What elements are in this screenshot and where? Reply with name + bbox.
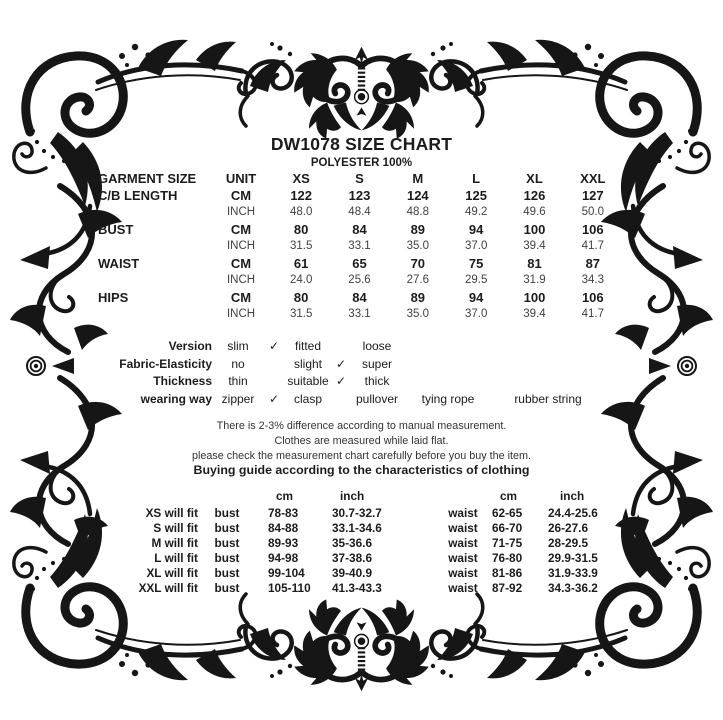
measurement-row xyxy=(98,255,622,272)
column-header-s: S xyxy=(355,171,364,186)
fit-range-inch: 37-38.6 xyxy=(332,551,373,565)
attribute-option xyxy=(492,338,604,356)
measurement-value: 125 xyxy=(465,188,487,203)
measurement-value: 49.6 xyxy=(523,206,546,218)
measurement-value: 39.4 xyxy=(523,240,546,252)
fit-range-inch: 41.3-43.3 xyxy=(332,581,382,595)
attribute-label: wearing way xyxy=(140,391,212,406)
note-line: There is 2-3% difference according to manual measurement. xyxy=(216,420,507,432)
measurement-value: 100 xyxy=(523,290,546,305)
attribute-option: slight xyxy=(293,356,322,371)
fit-range-inch: 29.9-31.5 xyxy=(548,551,598,565)
measurement-label xyxy=(98,204,210,221)
check-icon: ✓ xyxy=(268,391,280,406)
fit-range-inch: 24.4-25.6 xyxy=(548,506,598,520)
body-part-label: bust xyxy=(214,581,240,595)
body-part-label: waist xyxy=(448,521,478,535)
fit-range-cm: 71-75 xyxy=(492,536,523,550)
attribute-option: thick xyxy=(364,374,390,389)
fit-range-inch: 33.1-34.6 xyxy=(332,521,382,535)
measurement-label: HIPS xyxy=(98,290,129,305)
fit-range-cm: 76-80 xyxy=(492,551,523,565)
column-header-xxl: XXL xyxy=(580,171,606,186)
attribute-option: zipper xyxy=(221,391,255,406)
measurement-label xyxy=(98,272,210,289)
measurement-label xyxy=(98,238,210,255)
buying-guide-row xyxy=(98,536,642,551)
attribute-option: rubber string xyxy=(514,391,582,406)
measurement-unit: CM xyxy=(230,256,252,271)
attribute-option: loose xyxy=(362,339,392,353)
fit-range-cm: 87-92 xyxy=(492,581,523,595)
measurement-row xyxy=(98,187,622,204)
measurement-row xyxy=(98,204,622,221)
body-part-label: waist xyxy=(448,506,478,520)
measurement-unit: CM xyxy=(230,290,252,305)
fit-size-label: S will fit xyxy=(153,521,198,535)
measurement-table-header xyxy=(98,170,622,187)
measurement-value: 31.5 xyxy=(289,240,313,252)
measurement-value: 65 xyxy=(352,256,367,271)
measurement-value: 89 xyxy=(410,222,426,237)
fit-size-label: L will fit xyxy=(154,551,198,565)
measurement-value: 27.6 xyxy=(406,274,430,286)
measurement-value: 122 xyxy=(290,188,313,203)
measurement-label: C/B LENGTH xyxy=(98,188,178,203)
note-line: please check the measurement chart carefully before you buy the item. xyxy=(191,450,532,462)
fit-range-inch: 31.9-33.9 xyxy=(548,566,598,580)
attribute-option: suitable xyxy=(287,374,329,389)
measurement-value: 37.0 xyxy=(464,240,488,252)
measurement-value: 37.0 xyxy=(464,308,488,320)
fit-range-cm: 62-65 xyxy=(492,506,523,520)
measurement-value: 33.1 xyxy=(348,308,371,320)
attribute-label: Fabric-Elasticity xyxy=(119,356,212,371)
fit-range-inch: 35-36.6 xyxy=(332,536,373,550)
measurement-value: 35.0 xyxy=(406,240,430,252)
measurement-value: 81 xyxy=(527,256,542,271)
fit-size-label: M will fit xyxy=(151,536,198,550)
measurement-value: 39.4 xyxy=(523,308,546,320)
measurement-value: 87 xyxy=(585,256,601,271)
measurement-notes xyxy=(0,419,723,464)
measurement-value: 94 xyxy=(468,222,484,237)
measurement-label: WAIST xyxy=(98,256,140,271)
fit-size-label: XL will fit xyxy=(146,566,198,580)
measurement-row xyxy=(98,221,622,238)
measurement-unit: CM xyxy=(230,222,252,237)
measurement-unit: INCH xyxy=(226,308,256,320)
measurement-value: 33.1 xyxy=(348,240,371,252)
measurement-row xyxy=(98,289,622,306)
fit-size-label: XS will fit xyxy=(145,506,198,520)
measurement-value: 100 xyxy=(523,222,546,237)
attribute-label: Version xyxy=(168,339,212,353)
measurement-value: 84 xyxy=(352,222,367,237)
buying-guide-table xyxy=(98,489,642,596)
measurement-value: 126 xyxy=(523,188,546,203)
measurement-value: 61 xyxy=(293,256,309,271)
check-icon xyxy=(332,391,350,409)
attributes-table xyxy=(98,338,622,408)
column-header-unit: UNIT xyxy=(225,171,257,186)
measurement-value: 80 xyxy=(293,290,309,305)
column-header-cm: cm xyxy=(500,489,518,503)
measurement-row xyxy=(98,238,622,255)
body-part-label: waist xyxy=(448,581,478,595)
attribute-row xyxy=(98,356,622,374)
measurement-value: 50.0 xyxy=(581,206,604,218)
fit-range-inch: 39-40.9 xyxy=(332,566,373,580)
column-header-m: M xyxy=(412,171,424,186)
buying-guide-row xyxy=(98,521,642,536)
note-line: Clothes are measured while laid flat. xyxy=(274,435,449,447)
measurement-value: 41.7 xyxy=(581,240,604,252)
measurement-value: 80 xyxy=(293,222,309,237)
fit-size-label: XXL will fit xyxy=(138,581,198,595)
body-part-label: bust xyxy=(214,551,240,565)
measurement-value: 35.0 xyxy=(406,308,430,320)
measurement-value: 25.6 xyxy=(348,274,371,286)
spacer-cell xyxy=(98,489,198,503)
measurement-unit: INCH xyxy=(226,206,256,218)
page-title: DW1078 SIZE CHART xyxy=(270,134,453,154)
buying-guide-row xyxy=(98,506,642,521)
measurement-value: 31.9 xyxy=(523,274,546,286)
fit-range-cm: 66-70 xyxy=(492,521,523,535)
check-icon xyxy=(332,338,350,356)
attribute-option xyxy=(404,356,492,374)
attribute-row xyxy=(98,391,622,409)
check-icon: ✓ xyxy=(335,374,347,389)
body-part-label: waist xyxy=(448,536,478,550)
body-part-label: bust xyxy=(214,566,240,580)
measurement-value: 31.5 xyxy=(289,308,313,320)
attribute-option: fitted xyxy=(294,339,321,353)
body-part-label: waist xyxy=(448,566,478,580)
fit-range-inch: 28-29.5 xyxy=(548,536,589,550)
buying-guide-row xyxy=(98,551,642,566)
measurement-value: 41.7 xyxy=(581,308,604,320)
measurement-value: 70 xyxy=(410,256,426,271)
attribute-option: pullover xyxy=(355,391,399,406)
fit-range-inch: 34.3-36.2 xyxy=(548,581,598,595)
measurement-row xyxy=(98,272,622,289)
attribute-option xyxy=(492,356,604,374)
measurement-value: 106 xyxy=(581,290,604,305)
attribute-option xyxy=(492,373,604,391)
column-header-inch: inch xyxy=(560,489,585,503)
measurement-value: 48.8 xyxy=(406,206,430,218)
attribute-option: tying rope xyxy=(421,391,475,406)
check-icon xyxy=(264,356,284,374)
column-header-inch: inch xyxy=(340,489,365,503)
measurement-value: 84 xyxy=(352,290,367,305)
attribute-option: super xyxy=(361,356,393,371)
measurement-label xyxy=(98,306,210,323)
attribute-row xyxy=(98,373,622,391)
measurement-label: BUST xyxy=(98,222,134,237)
column-header-garment-size: GARMENT SIZE xyxy=(98,171,197,186)
fit-range-cm: 81-86 xyxy=(492,566,523,580)
measurement-value: 123 xyxy=(348,188,371,203)
measurement-unit: INCH xyxy=(226,240,256,252)
column-header-xs: XS xyxy=(292,171,310,186)
check-icon: ✓ xyxy=(335,356,347,371)
spacer-cell xyxy=(198,489,256,503)
buying-guide-heading: Buying guide according to the characteristics of clothing xyxy=(193,463,530,477)
measurement-value: 49.2 xyxy=(464,206,488,218)
fit-range-cm: 89-93 xyxy=(268,536,299,550)
measurement-row xyxy=(98,306,622,323)
measurement-value: 89 xyxy=(410,290,426,305)
attribute-label: Thickness xyxy=(153,374,212,389)
fit-range-cm: 94-98 xyxy=(268,551,299,565)
buying-guide-header xyxy=(98,489,642,503)
attribute-option xyxy=(404,338,492,356)
measurement-value: 48.0 xyxy=(289,206,313,218)
measurement-value: 94 xyxy=(468,290,484,305)
fit-range-cm: 105-110 xyxy=(268,581,311,595)
measurement-value: 29.5 xyxy=(464,274,488,286)
attribute-option xyxy=(404,373,492,391)
spacer-cell xyxy=(434,489,492,503)
measurement-value: 75 xyxy=(468,256,484,271)
attribute-row xyxy=(98,338,622,356)
check-icon: ✓ xyxy=(268,339,280,353)
attribute-option: no xyxy=(231,356,245,371)
body-part-label: bust xyxy=(214,506,240,520)
attribute-option: thin xyxy=(228,374,248,389)
fit-range-cm: 78-83 xyxy=(268,506,299,520)
body-part-label: bust xyxy=(214,521,240,535)
measurement-value: 124 xyxy=(406,188,429,203)
measurement-value: 24.0 xyxy=(289,274,313,286)
measurement-table xyxy=(98,170,622,323)
measurement-unit: CM xyxy=(230,188,252,203)
column-header-l: L xyxy=(472,171,481,186)
fit-range-cm: 99-104 xyxy=(268,566,305,580)
fit-range-inch: 30.7-32.7 xyxy=(332,506,382,520)
measurement-unit: INCH xyxy=(226,274,256,286)
fit-range-inch: 26-27.6 xyxy=(548,521,589,535)
column-header-cm: cm xyxy=(276,489,294,503)
body-part-label: bust xyxy=(214,536,240,550)
buying-guide-row xyxy=(98,566,642,581)
attribute-option: slim xyxy=(227,339,249,353)
measurement-value: 34.3 xyxy=(581,274,604,286)
fit-range-cm: 84-88 xyxy=(268,521,299,535)
buying-guide-row xyxy=(98,581,642,596)
attribute-option: clasp xyxy=(293,391,322,406)
measurement-value: 127 xyxy=(581,188,604,203)
column-header-xl: XL xyxy=(526,171,543,186)
measurement-value: 48.4 xyxy=(348,206,371,218)
fabric-composition: POLYESTER 100% xyxy=(310,157,413,169)
measurement-value: 106 xyxy=(581,222,604,237)
check-icon xyxy=(264,373,284,391)
body-part-label: waist xyxy=(448,551,478,565)
